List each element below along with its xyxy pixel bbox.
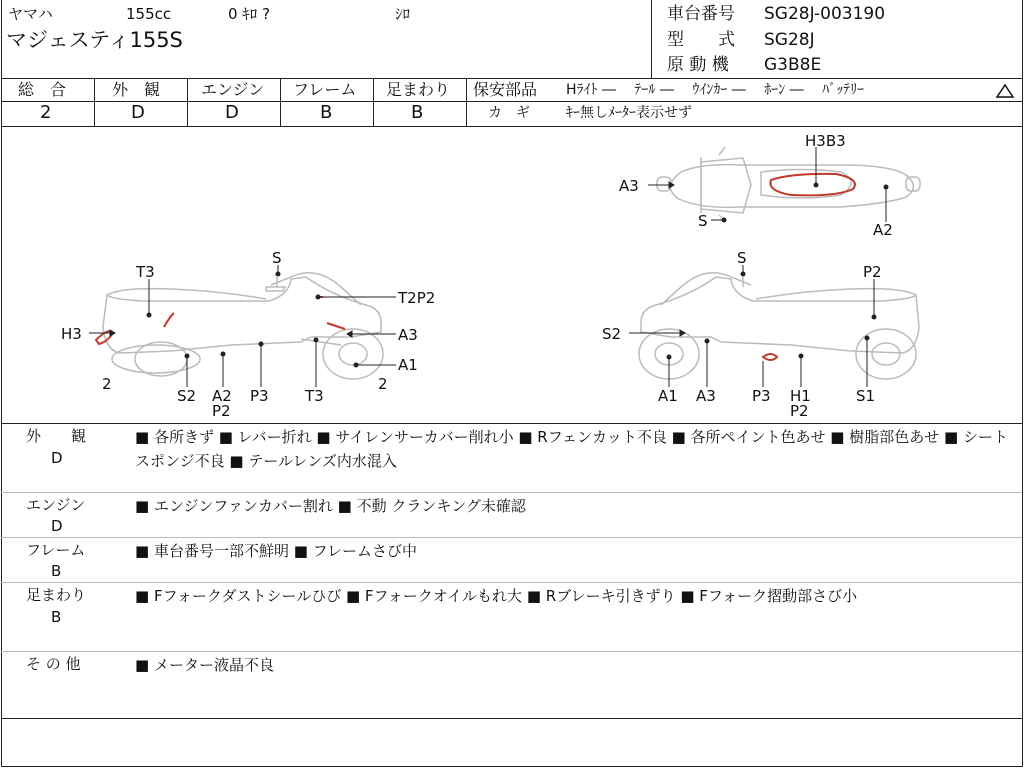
- svg-text:A2: A2: [212, 387, 232, 405]
- safety-items: Hﾗｲﾄ ― ﾃｰﾙ ― ｳｲﾝｶｰ ― ﾎｰﾝ ― ﾊﾞｯﾃﾘｰ: [566, 82, 865, 98]
- section-engine-grade: D: [51, 517, 63, 535]
- engine-model: G3B8E: [764, 55, 822, 75]
- section-divider: [1, 651, 1022, 652]
- section-suspension-text: ■ Fフォークダストシールひび ■ Fフォークオイルもれ大 ■ Rブレーキ引きずり ■ Fフォーク摺動部さび小: [135, 587, 858, 605]
- svg-text:H1: H1: [790, 387, 811, 405]
- grade-engine-label: エンジン: [201, 80, 265, 99]
- section-other-label: そ の 他: [26, 655, 81, 673]
- svg-text:P2: P2: [863, 263, 882, 281]
- svg-text:T3: T3: [136, 263, 155, 281]
- svg-text:S2: S2: [602, 325, 622, 343]
- grade-overall-label: 総 合: [18, 80, 67, 99]
- section-engine-text: ■ エンジンファンカバー割れ ■ 不動 クランキング未確認: [135, 497, 526, 515]
- diagram-bottom-line: [1, 423, 1022, 424]
- scooter-left-view: [103, 273, 383, 379]
- grade-exterior-value: D: [131, 102, 145, 123]
- svg-text:S1: S1: [856, 387, 876, 405]
- maker: ヤマハ: [8, 5, 53, 23]
- grade-overall-value: 2: [40, 102, 52, 123]
- displacement: 155cc: [126, 5, 172, 23]
- scooter-right-view: [639, 273, 919, 379]
- svg-text:S: S: [272, 249, 282, 267]
- svg-text:A3: A3: [398, 326, 418, 344]
- svg-text:A1: A1: [658, 387, 678, 405]
- section-other-text: ■ メーター液晶不良: [135, 656, 274, 674]
- grade-suspension-value: B: [411, 102, 424, 123]
- damage-diagram: [1, 127, 1021, 423]
- color: ｼﾛ: [395, 5, 411, 23]
- svg-text:P3: P3: [250, 387, 269, 405]
- section-divider: [1, 492, 1022, 493]
- safety-mid-line: [466, 101, 1022, 102]
- svg-text:2: 2: [102, 375, 112, 393]
- scooter-top-view: [657, 147, 920, 221]
- grade-divider: [466, 78, 467, 126]
- svg-text:T2P2: T2P2: [398, 289, 436, 307]
- triangle-icon: [995, 83, 1015, 99]
- section-suspension-label: 足まわり: [26, 586, 87, 604]
- model-name: マジェスティ155S: [6, 28, 183, 52]
- label-top-h3b3: H3B3: [805, 132, 846, 150]
- damage-mark-seat: [770, 174, 855, 196]
- grade-suspension-label: 足まわり: [386, 80, 451, 99]
- grade-divider: [373, 78, 374, 126]
- section-divider: [1, 582, 1022, 583]
- svg-text:A3: A3: [696, 387, 716, 405]
- section-exterior-grade: D: [51, 449, 63, 467]
- svg-text:A2: A2: [873, 221, 893, 239]
- section-frame-grade: B: [51, 562, 62, 580]
- key-label: カ ギ: [488, 105, 530, 121]
- svg-text:2: 2: [378, 375, 388, 393]
- grade-frame-value: B: [320, 102, 333, 123]
- grade-divider: [94, 78, 95, 126]
- svg-text:S: S: [698, 212, 708, 230]
- svg-text:H3: H3: [61, 325, 82, 343]
- section-frame-text: ■ 車台番号一部不鮮明 ■ フレームさび中: [135, 542, 418, 560]
- damage-mark-left-3: [327, 323, 345, 329]
- type: SG28J: [764, 30, 815, 50]
- frame-no-label: 車台番号: [667, 4, 735, 24]
- header-bottom-line: [1, 78, 1022, 79]
- grade-divider: [280, 78, 281, 126]
- damage-mark-right: [763, 354, 777, 360]
- section-suspension-grade: B: [51, 608, 62, 626]
- section-frame-label: フレーム: [26, 541, 86, 559]
- svg-text:P2: P2: [212, 402, 231, 420]
- grade-divider: [187, 78, 188, 126]
- grade-engine-value: D: [225, 102, 239, 123]
- svg-text:P2: P2: [790, 402, 809, 420]
- svg-text:S2: S2: [177, 387, 197, 405]
- engine-label: 原 動 機: [667, 55, 729, 75]
- section-exterior-label: 外 観: [26, 427, 87, 445]
- grade-frame-label: フレーム: [293, 80, 357, 99]
- header-divider: [651, 0, 652, 78]
- mileage: 0 ｷﾛ ?: [228, 5, 271, 23]
- safety-title: 保安部品: [473, 80, 538, 99]
- svg-text:P3: P3: [752, 387, 771, 405]
- svg-text:T3: T3: [305, 387, 324, 405]
- section-exterior-text: ■ 各所きず ■ レバー折れ ■ サイレンサーカバー削れ小 ■ Rフェンカット不良 ■ 各所ペイント色あせ ■ 樹脂部色あせ ■ シートスポンジ不良 ■ テールレンズ内水混入: [135, 428, 1008, 470]
- key-value: ｷｰ無しﾒｰﾀｰ表示せず: [566, 105, 692, 121]
- type-label: 型 式: [667, 30, 735, 50]
- damage-mark-left-2: [164, 313, 174, 327]
- grade-exterior-label: 外 観: [112, 80, 161, 99]
- frame-no: SG28J-003190: [764, 4, 886, 24]
- svg-text:A1: A1: [398, 356, 418, 374]
- svg-text:S: S: [737, 249, 747, 267]
- section-divider: [1, 537, 1022, 538]
- section-engine-label: エンジン: [26, 496, 86, 514]
- section-divider: [1, 718, 1022, 719]
- svg-text:A3: A3: [619, 177, 639, 195]
